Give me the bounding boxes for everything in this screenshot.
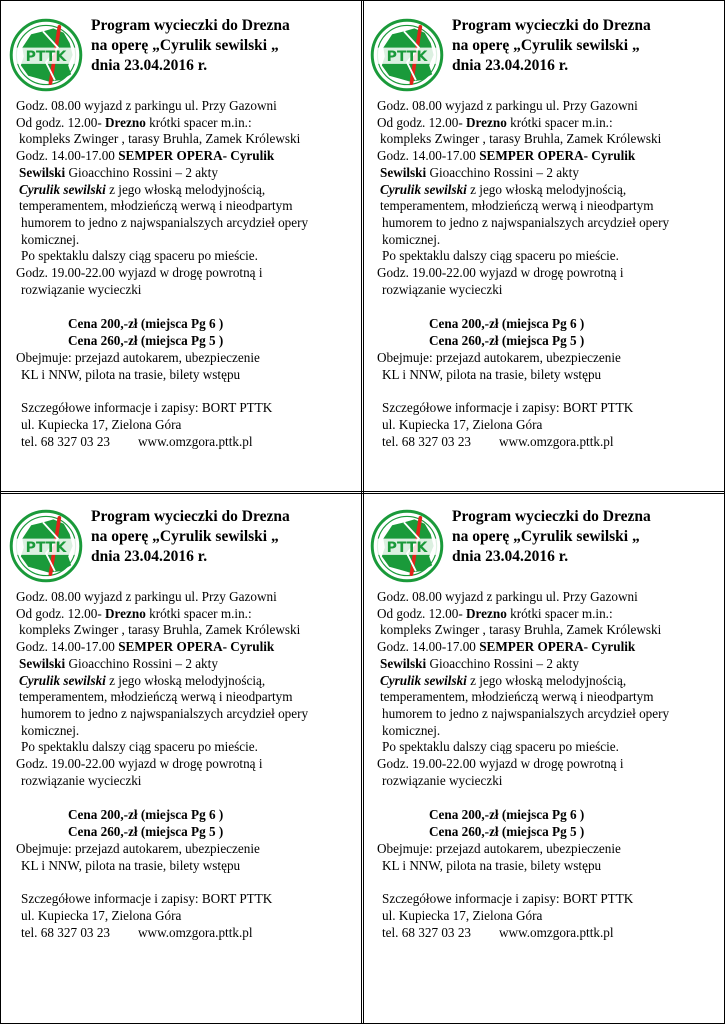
return-line: Godz. 19.00-22.00 wyjazd w drogę powrotną i — [377, 756, 624, 772]
flyer-title — [91, 16, 290, 76]
contact-line: Szczegółowe informacje i zapisy: BORT PTTK — [21, 400, 273, 416]
includes-line-2: KL i NNW, pilota na trasie, bilety wstępu — [382, 857, 602, 873]
flyer — [0, 491, 364, 1024]
price-pg5: Cena 260,-zł (miejsca Pg 5 ) — [429, 333, 585, 349]
pttk-logo-icon — [9, 18, 83, 92]
dresden-line: Od godz. 12.00- Drezno krótki spacer m.in.: — [377, 114, 613, 130]
contact-line: Szczegółowe informacje i zapisy: BORT PTTK — [382, 400, 634, 416]
address-line: ul. Kupiecka 17, Zielona Góra — [21, 416, 182, 432]
title-line: na operę „Cyrulik sewilski „ — [452, 528, 640, 545]
description-line: temperamentem, młodzieńczą werwą i nieodpartym — [19, 198, 293, 214]
logo-text: PTTK — [25, 539, 67, 556]
includes-line: Obejmuje: przejazd autokarem, ubezpieczenie — [377, 840, 621, 856]
description-line: humorem to jedno z najwspanialszych arcydzieł opery — [21, 705, 309, 721]
sights-line: kompleks Zwinger , tarasy Bruhla, Zamek Królewski — [19, 131, 301, 147]
address-line: ul. Kupiecka 17, Zielona Góra — [382, 907, 543, 923]
after-show-line: Po spektaklu dalszy ciąg spaceru po mieście. — [21, 739, 258, 755]
price-pg6: Cena 200,-zł (miejsca Pg 6 ) — [68, 316, 224, 332]
website-link[interactable]: www.omzgora.pttk.pl — [138, 924, 253, 940]
phone: tel. 68 327 03 23 — [382, 433, 472, 449]
flyer-body — [377, 589, 723, 941]
opera-line: Godz. 14.00-17.00 SEMPER OPERA- Cyrulik — [377, 148, 636, 164]
return-line-2: rozwiązanie wycieczki — [382, 772, 503, 788]
departure-line: Godz. 08.00 wyjazd z parkingu ul. Przy Gazowni — [16, 589, 277, 604]
address-line: ul. Kupiecka 17, Zielona Góra — [382, 416, 543, 432]
after-show-line: Po spektaklu dalszy ciąg spaceru po mieście. — [382, 248, 619, 264]
title-line: Program wycieczki do Drezna — [91, 508, 290, 525]
phone-web-line — [16, 434, 362, 451]
return-line: Godz. 19.00-22.00 wyjazd w drogę powrotną i — [16, 265, 263, 281]
flyer — [361, 0, 725, 494]
after-show-line: Po spektaklu dalszy ciąg spaceru po mieście. — [21, 248, 258, 264]
dresden-line: Od godz. 12.00- Drezno krótki spacer m.in.: — [377, 605, 613, 621]
contact-line: Szczegółowe informacje i zapisy: BORT PTTK — [21, 891, 273, 907]
description-line: humorem to jedno z najwspanialszych arcydzieł opery — [382, 214, 670, 230]
departure-line: Godz. 08.00 wyjazd z parkingu ul. Przy Gazowni — [16, 98, 277, 113]
title-line: na operę „Cyrulik sewilski „ — [91, 37, 279, 54]
title-date: dnia 23.04.2016 r. — [91, 548, 208, 565]
price-pg5: Cena 260,-zł (miejsca Pg 5 ) — [68, 333, 224, 349]
description-line: komicznej. — [21, 722, 80, 738]
logo-text: PTTK — [25, 48, 67, 65]
opera-line-2: Sewilski Gioacchino Rossini – 2 akty — [380, 655, 579, 671]
website-link[interactable]: www.omzgora.pttk.pl — [138, 433, 253, 449]
title-line: Program wycieczki do Drezna — [91, 17, 290, 34]
description-line: komicznej. — [382, 231, 441, 247]
phone: tel. 68 327 03 23 — [21, 433, 111, 449]
includes-line-2: KL i NNW, pilota na trasie, bilety wstępu — [21, 366, 241, 382]
departure-line: Godz. 08.00 wyjazd z parkingu ul. Przy Gazowni — [377, 98, 638, 113]
pttk-logo-icon — [370, 18, 444, 92]
opera-line: Godz. 14.00-17.00 SEMPER OPERA- Cyrulik — [377, 639, 636, 655]
description-line: komicznej. — [382, 722, 441, 738]
price-pg5: Cena 260,-zł (miejsca Pg 5 ) — [429, 824, 585, 840]
includes-line-2: KL i NNW, pilota na trasie, bilety wstępu — [382, 366, 602, 382]
title-date: dnia 23.04.2016 r. — [452, 548, 569, 565]
includes-line: Obejmuje: przejazd autokarem, ubezpieczenie — [16, 840, 260, 856]
phone: tel. 68 327 03 23 — [21, 924, 111, 940]
title-line: na operę „Cyrulik sewilski „ — [452, 37, 640, 54]
title-date: dnia 23.04.2016 r. — [91, 57, 208, 74]
dresden-line: Od godz. 12.00- Drezno krótki spacer m.in.: — [16, 114, 252, 130]
logo-text: PTTK — [386, 48, 428, 65]
sights-line: kompleks Zwinger , tarasy Bruhla, Zamek Królewski — [380, 622, 662, 638]
logo-text: PTTK — [386, 539, 428, 556]
includes-line: Obejmuje: przejazd autokarem, ubezpieczenie — [16, 349, 260, 365]
flyer-title — [452, 507, 651, 567]
title-line: na operę „Cyrulik sewilski „ — [91, 528, 279, 545]
description-line: temperamentem, młodzieńczą werwą i nieodpartym — [19, 689, 293, 705]
description-line: temperamentem, młodzieńczą werwą i nieodpartym — [380, 198, 654, 214]
description-line: temperamentem, młodzieńczą werwą i nieodpartym — [380, 689, 654, 705]
opera-line: Godz. 14.00-17.00 SEMPER OPERA- Cyrulik — [16, 639, 275, 655]
description-line: komicznej. — [21, 231, 80, 247]
website-link[interactable]: www.omzgora.pttk.pl — [499, 924, 614, 940]
opera-line-2: Sewilski Gioacchino Rossini – 2 akty — [19, 655, 218, 671]
flyer-body — [377, 98, 723, 450]
includes-line: Obejmuje: przejazd autokarem, ubezpieczenie — [377, 349, 621, 365]
return-line-2: rozwiązanie wycieczki — [21, 772, 142, 788]
return-line: Godz. 19.00-22.00 wyjazd w drogę powrotną i — [377, 265, 624, 281]
return-line-2: rozwiązanie wycieczki — [21, 281, 142, 297]
price-pg6: Cena 200,-zł (miejsca Pg 6 ) — [429, 807, 585, 823]
flyer-body — [16, 589, 362, 941]
contact-line: Szczegółowe informacje i zapisy: BORT PTTK — [382, 891, 634, 907]
sights-line: kompleks Zwinger , tarasy Bruhla, Zamek Królewski — [19, 622, 301, 638]
description-line: Cyrulik sewilski z jego włoską melodyjnością, — [19, 672, 266, 688]
opera-line: Godz. 14.00-17.00 SEMPER OPERA- Cyrulik — [16, 148, 275, 164]
includes-line-2: KL i NNW, pilota na trasie, bilety wstępu — [21, 857, 241, 873]
return-line: Godz. 19.00-22.00 wyjazd w drogę powrotną i — [16, 756, 263, 772]
description-line: Cyrulik sewilski z jego włoską melodyjnością, — [19, 181, 266, 197]
pttk-logo-icon — [370, 509, 444, 583]
after-show-line: Po spektaklu dalszy ciąg spaceru po mieście. — [382, 739, 619, 755]
flyer-title — [91, 507, 290, 567]
phone-web-line — [16, 925, 362, 942]
address-line: ul. Kupiecka 17, Zielona Góra — [21, 907, 182, 923]
price-pg6: Cena 200,-zł (miejsca Pg 6 ) — [429, 316, 585, 332]
description-line: Cyrulik sewilski z jego włoską melodyjnością, — [380, 672, 627, 688]
title-line: Program wycieczki do Drezna — [452, 17, 651, 34]
flyer-title — [452, 16, 651, 76]
description-line: humorem to jedno z najwspanialszych arcydzieł opery — [21, 214, 309, 230]
title-date: dnia 23.04.2016 r. — [452, 57, 569, 74]
departure-line: Godz. 08.00 wyjazd z parkingu ul. Przy Gazowni — [377, 589, 638, 604]
title-line: Program wycieczki do Drezna — [452, 508, 651, 525]
phone-web-line — [377, 434, 723, 451]
phone-web-line — [377, 925, 723, 942]
description-line: Cyrulik sewilski z jego włoską melodyjnością, — [380, 181, 627, 197]
dresden-line: Od godz. 12.00- Drezno krótki spacer m.in.: — [16, 605, 252, 621]
price-pg5: Cena 260,-zł (miejsca Pg 5 ) — [68, 824, 224, 840]
flyer — [361, 491, 725, 1024]
sights-line: kompleks Zwinger , tarasy Bruhla, Zamek Królewski — [380, 131, 662, 147]
pttk-logo-icon — [9, 509, 83, 583]
phone: tel. 68 327 03 23 — [382, 924, 472, 940]
flyer — [0, 0, 364, 494]
description-line: humorem to jedno z najwspanialszych arcydzieł opery — [382, 705, 670, 721]
flyer-body — [16, 98, 362, 450]
price-pg6: Cena 200,-zł (miejsca Pg 6 ) — [68, 807, 224, 823]
opera-line-2: Sewilski Gioacchino Rossini – 2 akty — [380, 164, 579, 180]
return-line-2: rozwiązanie wycieczki — [382, 281, 503, 297]
website-link[interactable]: www.omzgora.pttk.pl — [499, 433, 614, 449]
opera-line-2: Sewilski Gioacchino Rossini – 2 akty — [19, 164, 218, 180]
